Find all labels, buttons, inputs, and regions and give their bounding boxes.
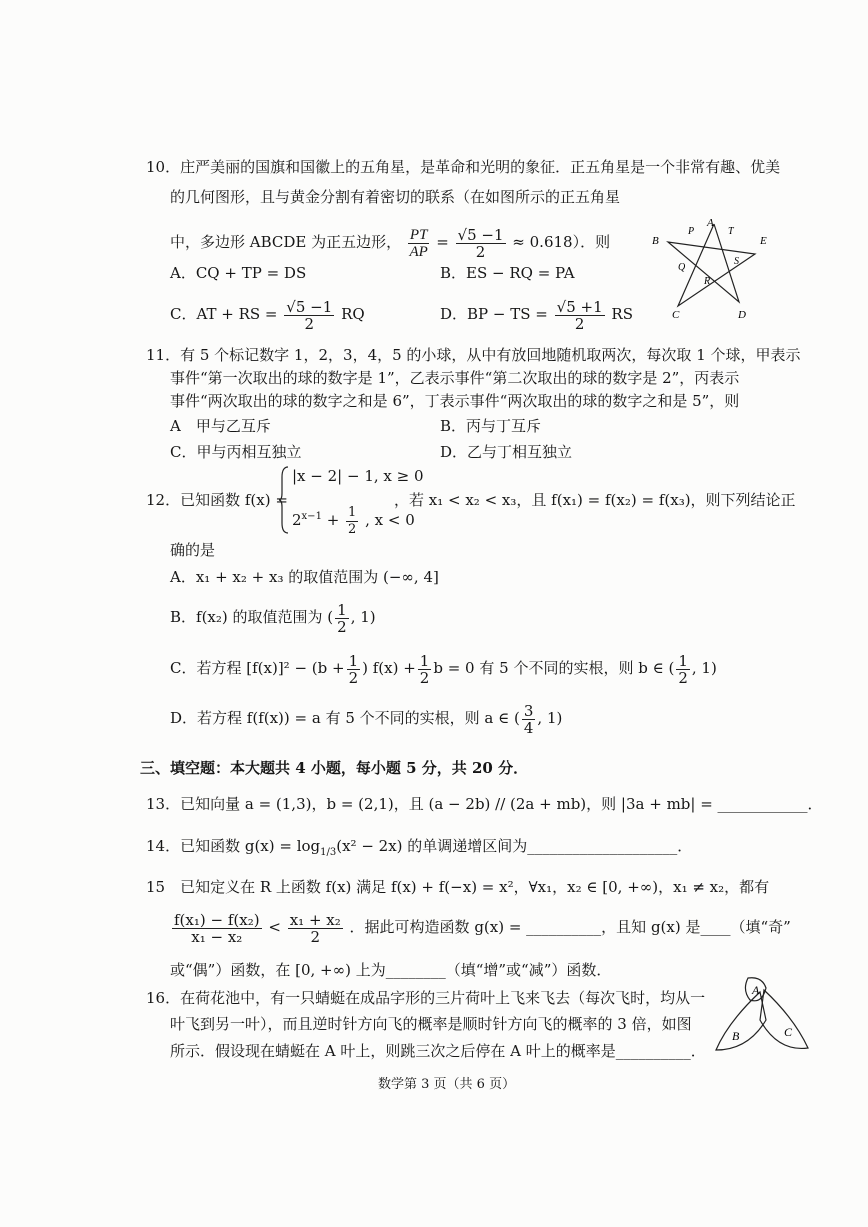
q12-option-d: D．若方程 f(f(x)) = a 有 5 个不同的实根，则 a ∈ ( $\frac{3}{4}$ , 1) <box>170 701 563 737</box>
q12-option-c-frac3: $\frac{1}{2}$ <box>678 651 688 687</box>
q10-line1: 10．庄严美丽的国旗和国徽上的五角星，是革命和光明的象征．正五角星是一个非常有趣、优美 <box>146 158 781 176</box>
label-t: T <box>728 226 734 237</box>
q12-case2: $2^{x-1}$ + $\frac{1}{2}$ , x < 0 <box>292 504 415 537</box>
q10-option-a: A．CQ + TP = DS <box>170 264 307 282</box>
q12-option-c-frac2: $\frac{1}{2}$ <box>419 651 430 687</box>
q14-line: 14．已知函数 $g(x) = \log_{1/3}(x^2 - 2x)$ 的单调递增区间为____________________． <box>146 837 693 858</box>
q10-line3-pre: 中，多边形 ABCDE 为正五边形， <box>170 233 402 251</box>
q12-option-d-frac: $\frac{3}{4}$ <box>523 701 534 737</box>
lotus-leaves-figure <box>708 974 818 1064</box>
q11-line3: 事件“两次取出的球的数字之和是 6”，丁表示事件“两次取出的球的数字之和是 5”，则 <box>170 392 740 410</box>
q11-option-d: D．乙与丁相互独立 <box>440 443 573 461</box>
q10-option-b: B．ES − RQ = PA <box>440 264 575 282</box>
q10-line2: 的几何图形，且与黄金分割有着密切的联系（在如图所示的正五角星 <box>170 188 621 206</box>
q15-line3: 或“偶”）函数，在 [0, +∞) 上为________（填“增”或“减”）函数． <box>170 961 612 979</box>
label-p: P <box>688 226 695 237</box>
q15-line2: $\frac{\text{f(x₁) − f(x₂)}}{\text{x₁ − x₂}}$ < $\frac{\text{x₁ + x₂}}{2}$ ．据此可构造函数 g(x) = __________，且知 g(x) 是____（填“奇” <box>174 910 791 946</box>
q10-option-d: D．BP − TS = $\frac{√5 +1}{2}$ RS <box>440 297 633 333</box>
q10-line3: 中，多边形 ABCDE 为正五边形， $\frac{PT}{AP}$ = $\frac{√5 -1}{2}$ ≈ 0.618）．则 <box>170 225 611 261</box>
q15-frac2: $\frac{\text{x₁ + x₂}}{2}$ <box>289 910 341 946</box>
label-q: Q <box>678 262 686 273</box>
q12-line2: 确的是 <box>170 541 216 559</box>
label-a: A <box>707 217 714 229</box>
q11-option-c: C．甲与丙相互独立 <box>170 443 302 461</box>
q12-option-c-frac1: $\frac{1}{2}$ <box>348 651 359 687</box>
q12-option-c: C．若方程 [f(x)]² − (b + $\frac{1}{2}$ ) f(x) + $\frac{1}{2}$ b = 0 有 5 个不同的实根，则 b ∈ ( $\frac{1}{2}$ , 1) <box>170 651 717 687</box>
q16-line1: 16．在荷花池中，有一只蜻蜓在成品字形的三片荷叶上飞来飞去（每次飞时，均从一 <box>146 989 706 1007</box>
label-r: R <box>704 276 711 287</box>
q12-post: ，若 x₁ < x₂ < x₃，且 f(x₁) = f(x₂) = f(x₃)，则下列结论正 <box>394 491 796 509</box>
leaf-label-c: C <box>784 1025 793 1039</box>
q12-brace <box>278 465 290 535</box>
q12-option-b: B．f(x₂) 的取值范围为 ( $\frac{1}{2}$ , 1) <box>170 600 376 636</box>
leaf-label-a: A <box>752 983 760 997</box>
q10-option-c-frac: $\frac{√5 -1}{2}$ <box>286 297 333 333</box>
q10-frac1: $\frac{PT}{AP}$ <box>409 226 428 260</box>
q10-option-d-frac: $\frac{√5 +1}{2}$ <box>556 297 603 333</box>
q11-option-a: A 甲与乙互斥 <box>170 417 271 435</box>
q12-pre: 12．已知函数 f(x) = <box>146 491 288 509</box>
label-c: C <box>672 309 680 321</box>
label-b: B <box>652 235 659 247</box>
label-d: D <box>738 309 746 321</box>
q10-frac2: $\frac{√5 -1}{2}$ <box>457 225 504 261</box>
label-s: S <box>734 256 739 267</box>
q13-line: 13．已知向量 a = (1,3)，b = (2,1)，且 (a − 2b) // (2a + mb)，则 |3a + mb| = ____________． <box>146 795 823 813</box>
page-footer: 数学第 3 页（共 6 页） <box>378 1077 516 1092</box>
q15-line1: 15 已知定义在 R 上函数 f(x) 满足 f(x) + f(−x) = x²，∀x₁，x₂ ∈ [0, +∞)，x₁ ≠ x₂，都有 <box>146 878 770 896</box>
leaf-label-b: B <box>732 1029 740 1043</box>
q12-option-a: A．x₁ + x₂ + x₃ 的取值范围为 (−∞, 4] <box>170 568 439 586</box>
q15-frac1: $\frac{\text{f(x₁) − f(x₂)}}{\text{x₁ − x₂}}$ <box>174 910 260 946</box>
q16-line2: 叶飞到另一叶），而且逆时针方向飞的概率是顺时针方向飞的概率的 3 倍，如图 <box>170 1015 692 1033</box>
q11-line2: 事件“第一次取出的球的数字是 1”，乙表示事件“第二次取出的球的数字是 2”，丙表示 <box>170 369 740 387</box>
q12-case2-frac: $\frac{1}{2}$ <box>348 504 357 537</box>
q16-line3: 所示．假设现在蜻蜓在 A 叶上，则跳三次之后停在 A 叶上的概率是__________． <box>170 1042 706 1060</box>
q11-line1: 11．有 5 个标记数字 1，2，3，4，5 的小球，从中有放回地随机取两次，每次取 1 个球，甲表示 <box>146 346 801 364</box>
pentagram-figure <box>650 212 800 322</box>
q12-option-b-frac: $\frac{1}{2}$ <box>337 600 347 636</box>
q11-option-b: B．丙与丁互斥 <box>440 417 542 435</box>
q10-line3-post: ≈ 0.618）．则 <box>512 233 611 251</box>
q10-option-c: C．AT + RS = $\frac{√5 -1}{2}$ RQ <box>170 297 365 333</box>
label-e: E <box>760 235 767 247</box>
section3-heading: 三、填空题：本大题共 4 小题，每小题 5 分，共 20 分． <box>140 759 529 777</box>
q12-case1: |x − 2| − 1, x ≥ 0 <box>292 467 424 485</box>
